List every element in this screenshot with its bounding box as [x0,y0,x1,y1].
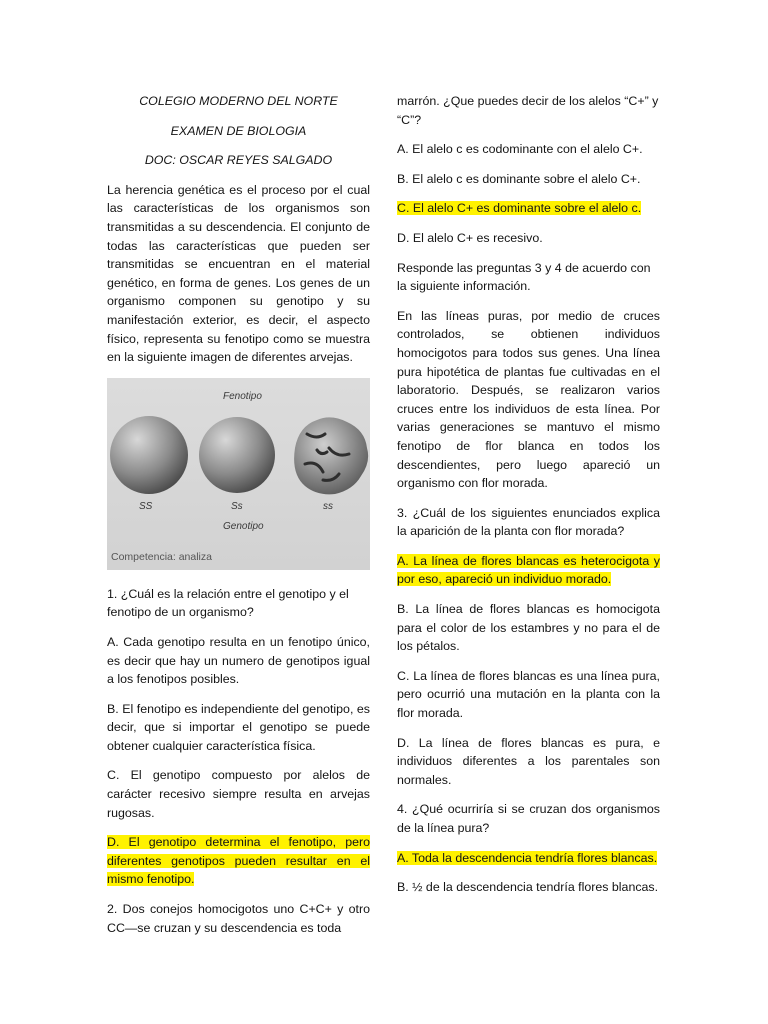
wrinkled-pea [294,417,368,494]
school-name: COLEGIO MODERNO DEL NORTE [139,94,338,108]
q3-option-d: D. La línea de flores blancas es pura, e individuos diferentes a los parentales son normales. [397,735,660,787]
q2-option-a: A. El alelo c es codominante con el alelo C+. [397,142,643,157]
q2-answer-highlight: C. El alelo C+ es dominante sobre el alelo c. [397,201,642,216]
context-paragraph: En las líneas puras, por medio de cruces controlados, se obtienen individuos homocigotos para todos sus genes. Una línea pura hipotética de plantas fue cultivadas en el laboratorio. Después, se realizaron varios cruces entre los individuos de esta línea. Por varias generaciones se mantuvo el mismo fenotipo de flor blanca en todos los descendientes, pero luego apareció un organismo con flor morada. [397,308,660,491]
instructions: Responde las preguntas 3 y 4 de acuerdo con la siguiente información. [397,260,651,294]
genotype-label: Genotipo [223,520,264,532]
exam-title: EXAMEN DE BIOLOGIA [170,123,307,138]
q4-answer-highlight: A. Toda la descendencia tendría flores blancas. [397,850,658,865]
question-2-start: 2. Dos conejos homocigotos uno C+C+ y otro CC—se cruzan y su descendencia es toda [107,902,370,935]
q1-option-a: A. Cada genotipo resulta en un fenotipo único, es decir que hay un numero de genotipos igual a los fenotipos posibles. [107,634,370,687]
q1-option-d [107,833,370,889]
q2-option-c [397,199,660,218]
left-column [107,88,370,948]
q1-option-c: C. El genotipo compuesto por alelos de carácter recesivo siempre resulta en arvejas rugosas. [107,768,370,820]
q1-answer-highlight: D. El genotipo determina el fenotipo, pero diferentes genotipos pueden resultar en el mismo fenotipo. [107,835,370,887]
genotype-ss-label: SS [139,500,153,512]
smooth-pea-ss-dominant [110,416,188,494]
question-4: 4. ¿Qué ocurriría si se cruzan dos organismos de la línea pura? [397,802,660,835]
q4-option-a [397,849,660,868]
peas-figure [107,378,370,570]
phenotype-label: Fenotipo [223,390,262,402]
peas-illustration [107,378,370,570]
competence-label: Competencia: analiza [111,551,212,564]
genotype-ss-het-label: Ss [231,500,243,512]
question-1: 1. ¿Cuál es la relación entre el genotipo y el fenotipo de un organismo? [107,586,349,620]
q3-option-a [397,552,660,589]
teacher-name: DOC: OSCAR REYES SALGADO [144,153,333,168]
q3-answer-highlight: A. La línea de flores blancas es heterocigota y por eso, apareció un individuo morado. [397,553,660,587]
right-column [397,92,660,908]
q2-option-d: D. El alelo C+ es recesivo. [397,230,543,245]
q1-option-b: B. El fenotipo es independiente del genotipo, es decir, que si importar el genotipo se puede obtener cualquier característica física. [107,701,370,753]
intro-paragraph: La herencia genética es el proceso por el cual las características de los organismos son transmitidas a su descendencia. El conjunto de todas las características que pueden ser transmitidas se encuentran en el material genético, en forma de genes. Los genes de un organismo componen su genotipo y su manifestación exterior, es decir, el aspecto físico, representa su fenotipo como se muestra en la siguiente imagen de diferentes arvejas. [107,182,370,365]
q2-option-b: B. El alelo c es dominante sobre el alelo C+. [397,171,641,186]
question-3: 3. ¿Cuál de los siguientes enunciados explica la aparición de la planta con flor morada? [397,505,660,539]
genotype-ss-rec-label: ss [323,500,333,512]
question-2-end: marrón. ¿Que puedes decir de los alelos “C+” y “C”? [397,94,659,127]
q3-option-b: B. La línea de flores blancas es homocigota para el color de los estambres y no para el de los pétalos. [397,602,660,654]
q4-option-b: B. ½ de la descendencia tendría flores blancas. [397,880,659,895]
smooth-pea-ss-heterozygous [199,417,275,493]
q3-option-c: C. La línea de flores blancas es una línea pura, pero ocurrió una mutación en la planta con la flor morada. [397,668,660,721]
